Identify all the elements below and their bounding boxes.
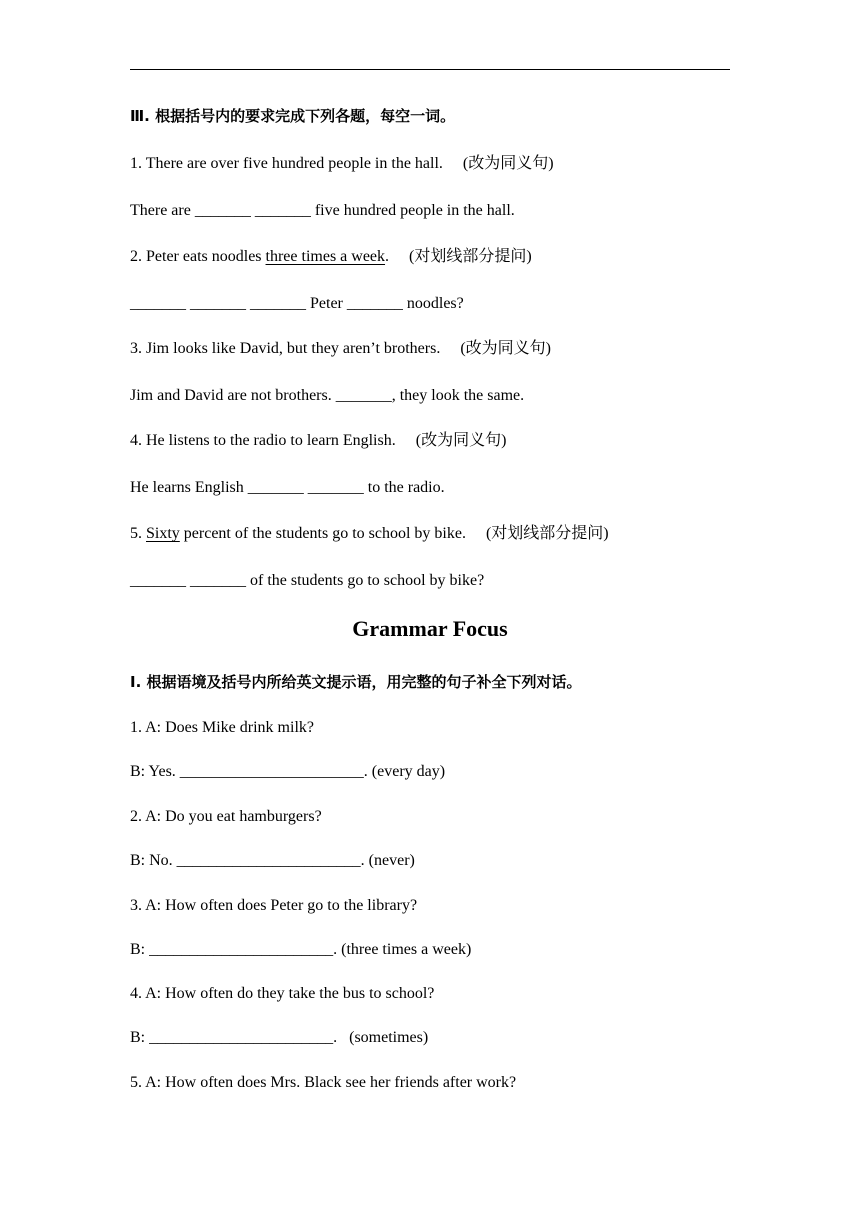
question-5: [130, 524, 609, 544]
question-note: (改为同义句): [415, 432, 507, 449]
answer-4: He learns English _______ _______ to the radio.: [130, 479, 445, 496]
question-text: 1. There are over five hundred people in the hall.: [130, 155, 443, 172]
dialog-3-a: 3. A: How often does Peter go to the library?: [130, 897, 418, 914]
section-title: Grammar Focus: [352, 616, 508, 641]
dialog-4-a: 4. A: How often do they take the bus to school?: [130, 985, 435, 1002]
header-rule: [130, 69, 730, 70]
question-text: 5.: [130, 525, 146, 542]
question-note: (改为同义句): [460, 340, 551, 357]
answer-3: Jim and David are not brothers. _______, they look the same.: [130, 387, 525, 404]
question-1: [130, 154, 554, 174]
question-note: (对划线部分提问): [485, 525, 609, 542]
question-note: (对划线部分提问): [409, 248, 532, 265]
answer-5: _______ _______ of the students go to school by bike?: [130, 572, 485, 589]
dialog-1-b: B: Yes. _______________________. (every day): [130, 763, 446, 780]
dialog-2-a: 2. A: Do you eat hamburgers?: [130, 808, 322, 825]
question-text-end: .: [385, 248, 390, 265]
dialog-5-a: 5. A: How often does Mrs. Black see her friends after work?: [130, 1074, 517, 1091]
underlined-phrase: Sixty: [146, 525, 180, 542]
question-2: [130, 247, 532, 267]
question-3: [130, 339, 551, 359]
question-text-end: percent of the students go to school by bike.: [179, 525, 466, 542]
question-text: 2. Peter eats noodles: [130, 248, 266, 265]
underlined-phrase: three times a week: [265, 248, 386, 265]
question-text: 3. Jim looks like David, but they aren’t brothers.: [130, 340, 441, 357]
answer-1: There are _______ _______ five hundred people in the hall.: [130, 202, 515, 219]
dialog-4-b: B: _______________________. (sometimes): [130, 1029, 429, 1046]
question-4: [130, 431, 506, 451]
question-note: (改为同义句): [462, 155, 554, 172]
grammar-heading: Ⅰ. 根据语境及括号内所给英文提示语，用完整的句子补全下列对话。: [130, 673, 582, 691]
dialog-2-b: B: No. _______________________. (never): [130, 852, 415, 869]
answer-2: _______ _______ _______ Peter _______ noodles?: [130, 295, 464, 312]
question-text: 4. He listens to the radio to learn English.: [130, 432, 396, 449]
dialog-3-b: B: _______________________. (three times a week): [130, 941, 472, 958]
section-heading: Ⅲ. 根据括号内的要求完成下列各题，每空一词。: [130, 107, 456, 125]
dialog-1-a: 1. A: Does Mike drink milk?: [130, 719, 314, 736]
